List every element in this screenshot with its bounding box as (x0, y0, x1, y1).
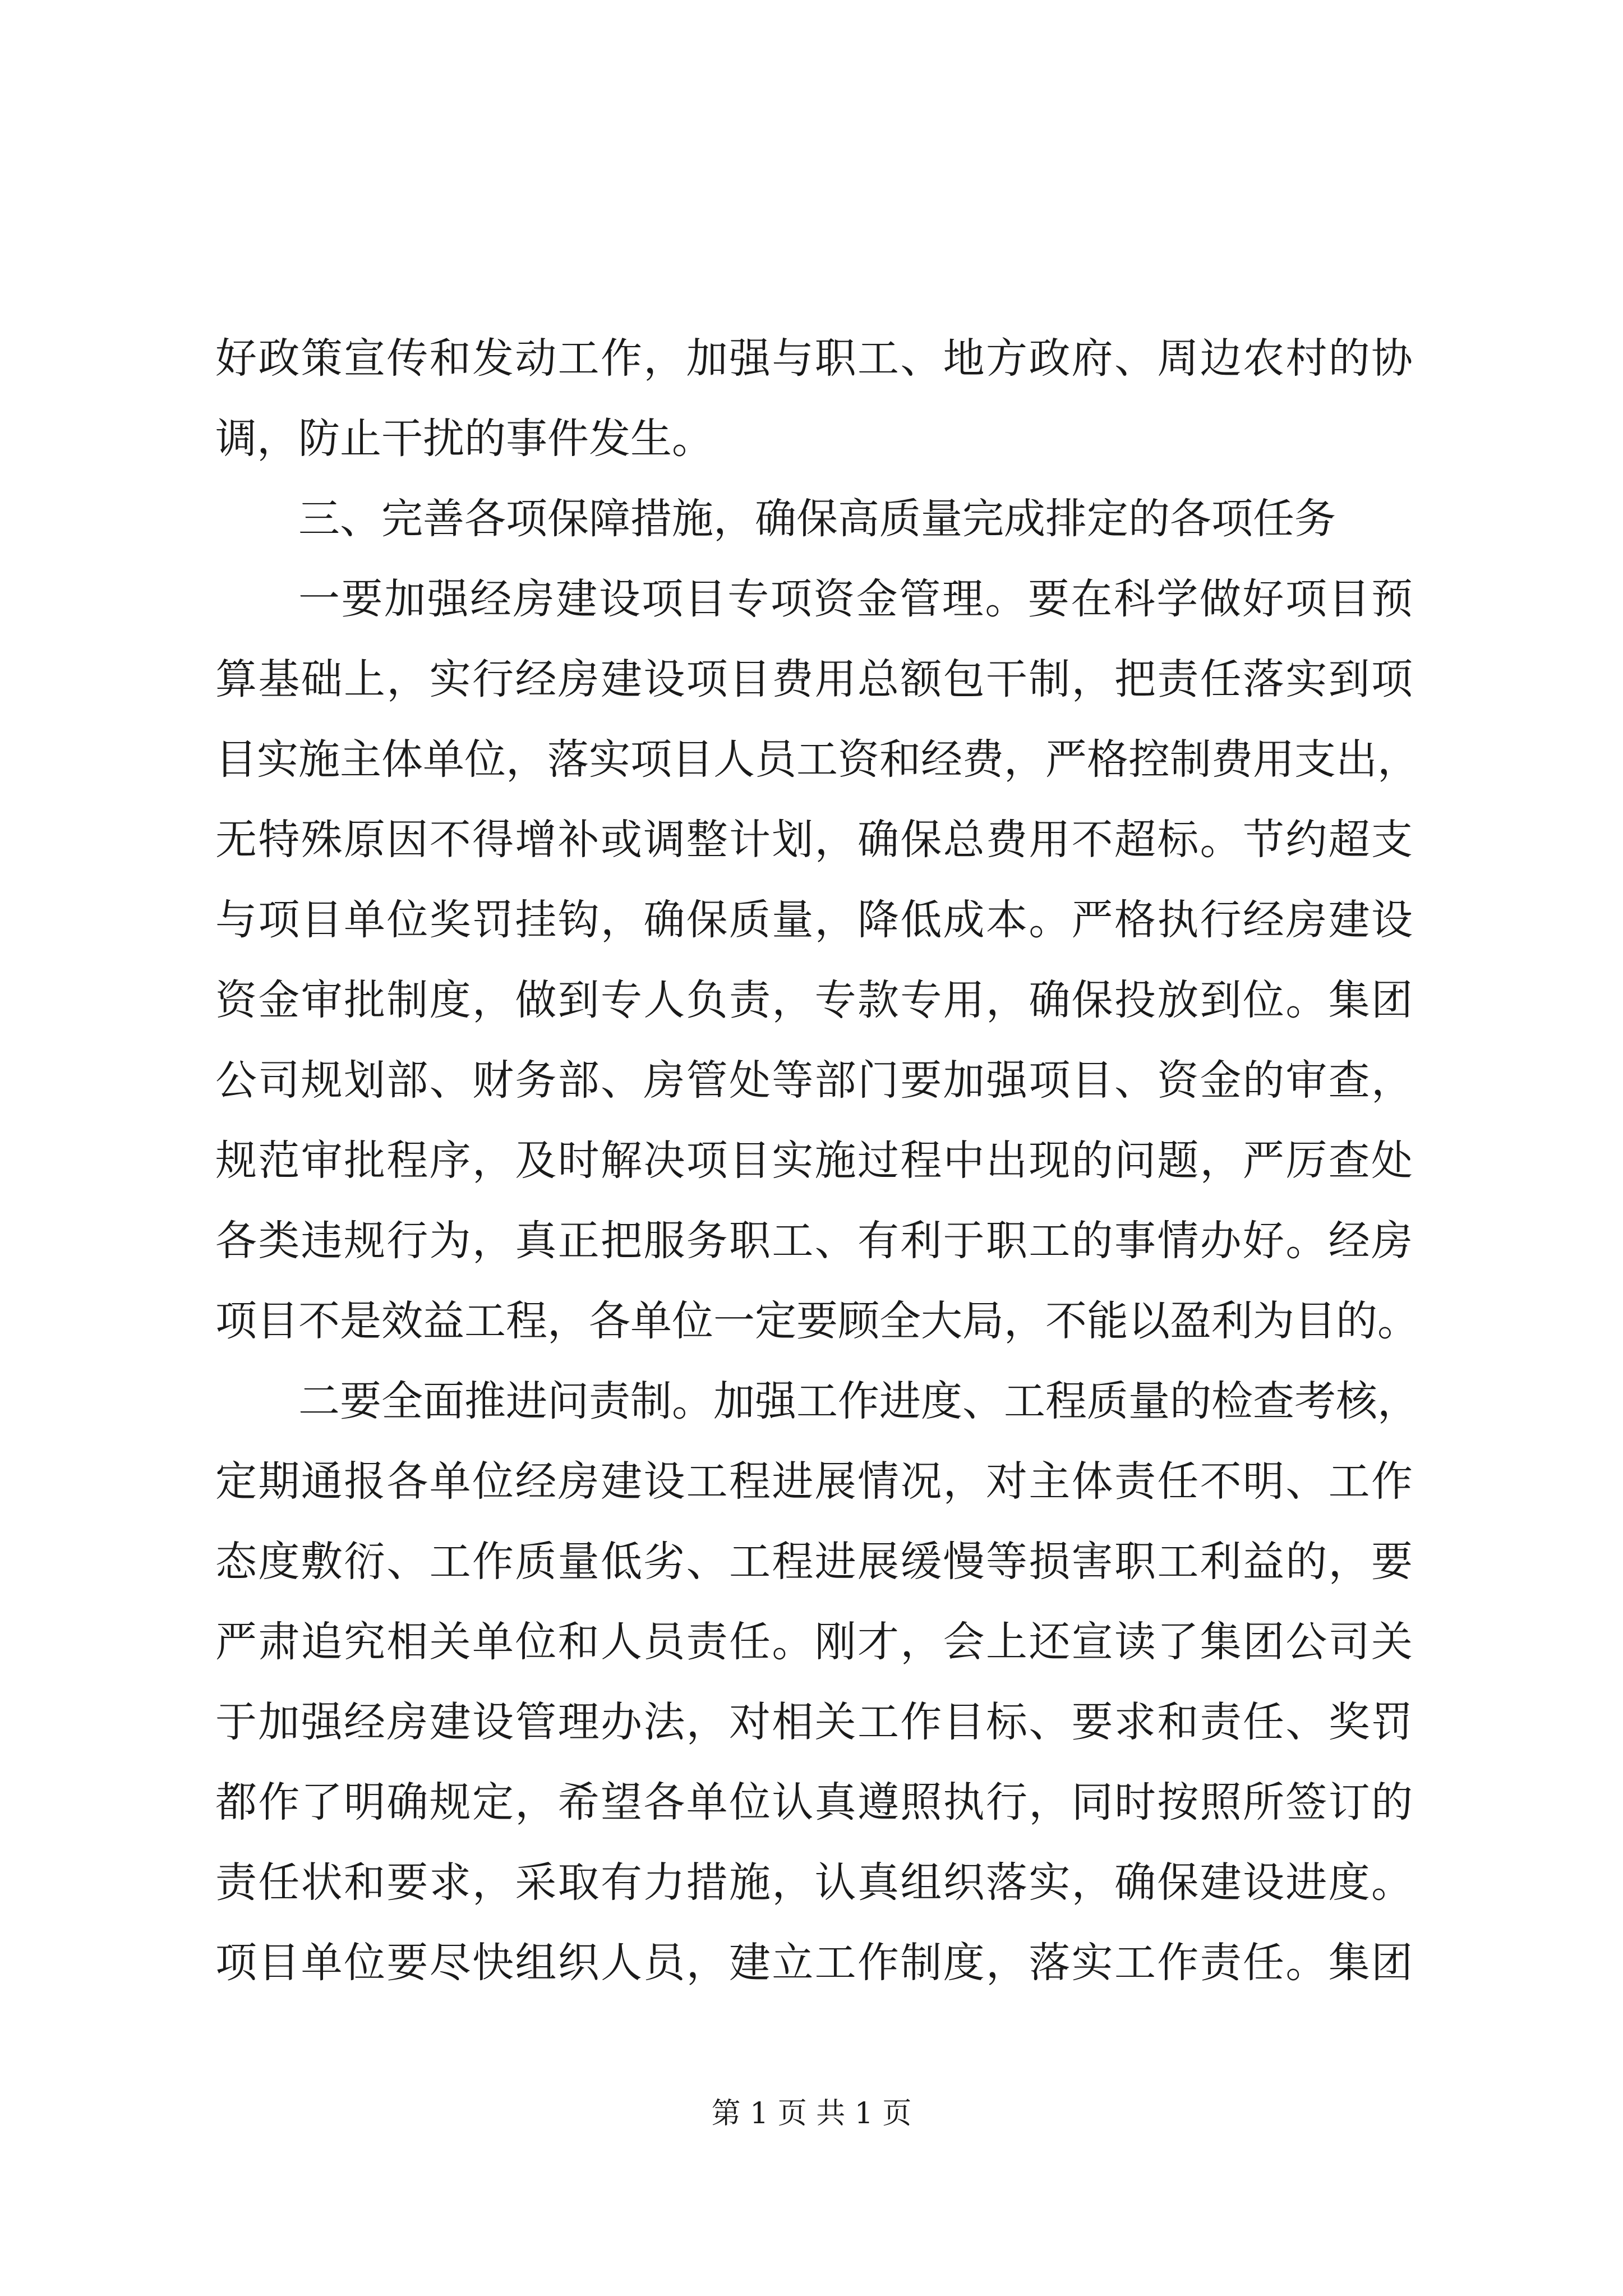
text-line-content: 与项目单位奖罚挂钩，确保质量，降低成本。严格执行经房建设 (215, 896, 1413, 944)
text-line (215, 1582, 1413, 1666)
text-line-content: 定期通报各单位经房建设工程进展情况，对主体责任不明、工作 (215, 1457, 1413, 1506)
text-line (215, 941, 1413, 1024)
text-line-content: 算基础上，实行经房建设项目费用总额包干制，把责任落实到项 (215, 655, 1413, 703)
text-line (215, 780, 1413, 864)
text-line (215, 1262, 1419, 1345)
text-line (215, 1422, 1413, 1506)
text-line (215, 1903, 1413, 1987)
text-line-content: 严肃追究相关单位和人员责任。刚才，会上还宣读了集团公司关 (215, 1618, 1413, 1666)
text-line-content: 规范审批程序，及时解决项目实施过程中出现的问题，严厉查处 (215, 1137, 1413, 1185)
text-line (215, 620, 1413, 703)
text-line-content: 二要全面推进问责制。加强工作进度、工程质量的检查考核， (298, 1377, 1419, 1425)
text-line (215, 1181, 1413, 1265)
text-line-content: 责任状和要求，采取有力措施，认真组织落实，确保建设进度。 (215, 1858, 1413, 1907)
page-footer: 第 1 页 共 1 页 (711, 2097, 912, 2131)
text-line-content: 态度敷衍、工作质量低劣、工程进展缓慢等损害职工利益的，要 (215, 1538, 1413, 1586)
text-line (215, 1823, 1413, 1907)
text-line (215, 700, 1419, 784)
text-line (215, 1021, 1413, 1105)
text-line-content: 目实施主体单位，落实项目人员工资和经费，严格控制费用支出， (215, 735, 1419, 784)
text-line-content: 项目不是效益工程，各单位一定要顾全大局，不能以盈利为目的。 (215, 1297, 1419, 1345)
text-line-content: 都作了明确规定，希望各单位认真遵照执行，同时按照所签订的 (215, 1778, 1413, 1826)
text-line-content: 无特殊原因不得增补或调整计划，确保总费用不超标。节约超支 (215, 816, 1413, 864)
text-line (215, 1342, 1419, 1425)
text-line-content: 于加强经房建设管理办法，对相关工作目标、要求和责任、奖罚 (215, 1698, 1413, 1746)
document-body (215, 299, 1419, 1987)
text-line (215, 459, 1413, 543)
text-line-content: 项目单位要尽快组织人员，建立工作制度，落实工作责任。集团 (215, 1939, 1413, 1987)
text-line (215, 1502, 1413, 1586)
text-line-content: 调，防止干扰的事件发生。 (215, 415, 713, 463)
text-line (215, 379, 1413, 463)
text-line-content: 三、完善各项保障措施，确保高质量完成排定的各项任务 (298, 495, 1336, 543)
text-line (215, 861, 1413, 944)
text-line-content: 资金审批制度，做到专人负责，专款专用，确保投放到位。集团 (215, 976, 1413, 1024)
text-line-content: 公司规划部、财务部、房管处等部门要加强项目、资金的审查， (215, 1056, 1413, 1105)
text-line-content: 好政策宣传和发动工作，加强与职工、地方政府、周边农村的协 (215, 334, 1413, 383)
text-line (215, 1743, 1413, 1826)
text-line (215, 1663, 1413, 1746)
text-line (215, 299, 1413, 383)
text-line (215, 540, 1413, 623)
text-line (215, 1101, 1413, 1185)
text-line-content: 一要加强经房建设项目专项资金管理。要在科学做好项目预 (298, 575, 1413, 623)
text-line-content: 各类违规行为，真正把服务职工、有利于职工的事情办好。经房 (215, 1217, 1413, 1265)
